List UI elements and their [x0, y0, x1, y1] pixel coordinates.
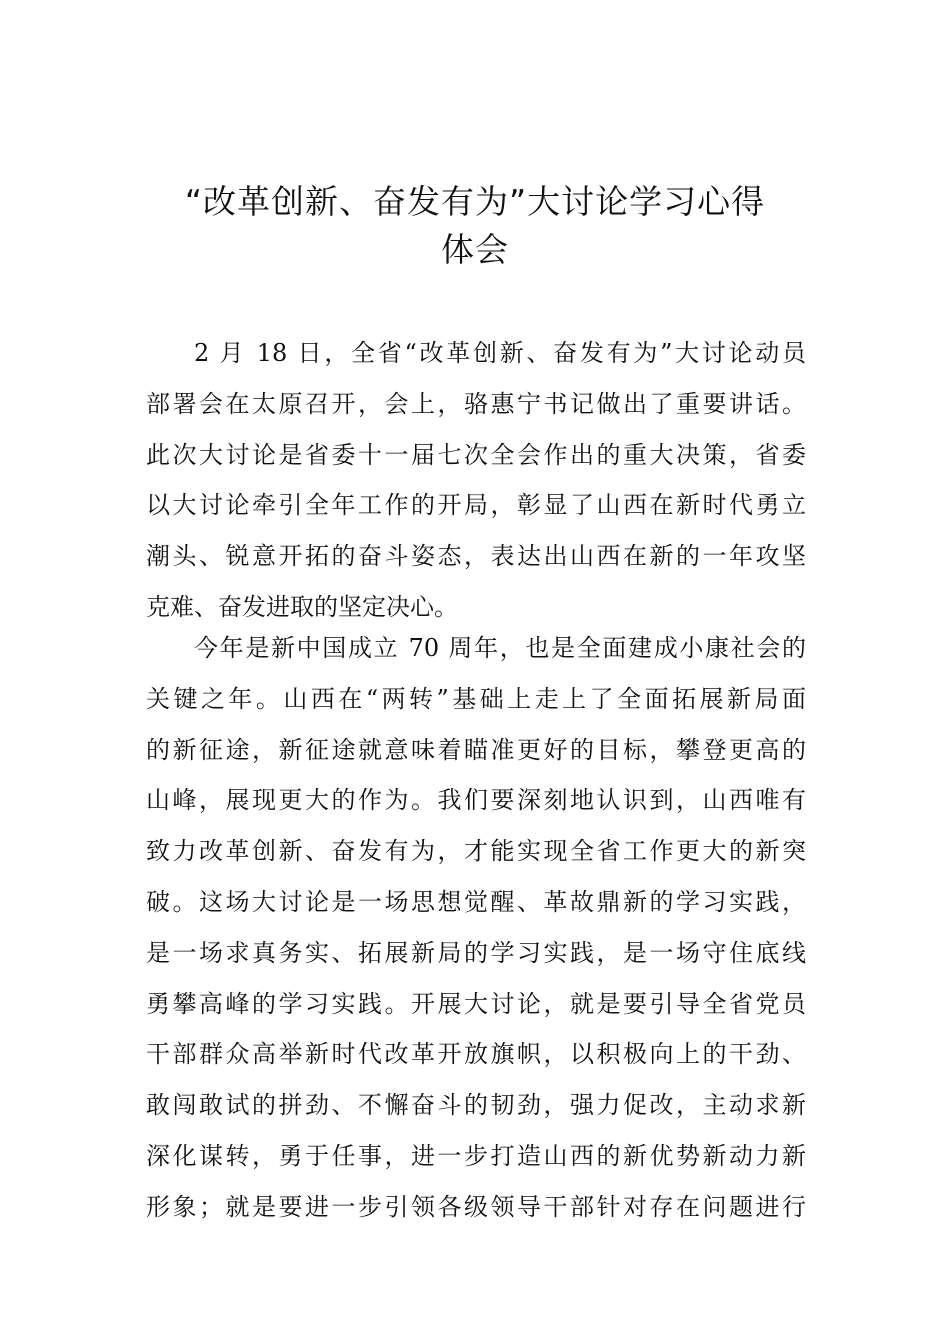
paragraph-line: 勇攀高峰的学习实践。开展大讨论，就是要引导全省党员 — [146, 989, 806, 1018]
paragraph-line: 以大讨论牵引全年工作的开局，彰显了山西在新时代勇立 — [146, 491, 806, 520]
paragraph-line: 破。这场大讨论是一场思想觉醒、革故鼎新的学习实践， — [146, 887, 806, 916]
paragraph-line: 山峰，展现更大的作为。我们要深刻地认识到，山西唯有 — [146, 786, 806, 815]
document-title-line-1: “改革创新、奋发有为”大讨论学习心得 — [184, 182, 766, 221]
paragraph-line: 敢闯敢试的拼劲、不懈奋斗的韧劲，强力促改，主动求新 — [146, 1091, 806, 1120]
paragraph-1 — [146, 328, 806, 633]
paragraph-line: 深化谋转，勇于任事，进一步打造山西的新优势新动力新 — [146, 1141, 806, 1170]
paragraph-line: 形象；就是要进一步引领各级领导干部针对存在问题进行 — [146, 1192, 806, 1221]
paragraph-line: 克难、奋发进取的坚定决心。 — [146, 592, 458, 621]
paragraph-2 — [146, 623, 806, 1233]
paragraph-line: 关键之年。山西在“两转”基础上走上了全面拓展新局面 — [146, 684, 806, 713]
document-title-line-2: 体会 — [441, 230, 509, 269]
paragraph-line: 此次大讨论是省委十一届七次全会作出的重大决策，省委 — [146, 440, 806, 469]
paragraph-line: 部署会在太原召开，会上，骆惠宁书记做出了重要讲话。 — [146, 389, 806, 418]
paragraph-line: 潮头、锐意开拓的奋斗姿态，表达出山西在新的一年攻坚 — [146, 542, 806, 571]
paragraph-line: 是一场求真务实、拓展新局的学习实践，是一场守住底线 — [146, 938, 806, 967]
paragraph-line: 今年是新中国成立 70 周年，也是全面建成小康社会的 — [194, 634, 806, 662]
paragraph-line: 致力改革创新、奋发有为，才能实现全省工作更大的新突 — [146, 837, 806, 866]
paragraph-line: 2 月 18 日，全省“改革创新、奋发有为”大讨论动员 — [194, 339, 806, 367]
paragraph-line: 的新征途，新征途就意味着瞄准更好的目标，攀登更高的 — [146, 735, 806, 764]
paragraph-line: 干部群众高举新时代改革开放旗帜，以积极向上的干劲、 — [146, 1040, 806, 1069]
